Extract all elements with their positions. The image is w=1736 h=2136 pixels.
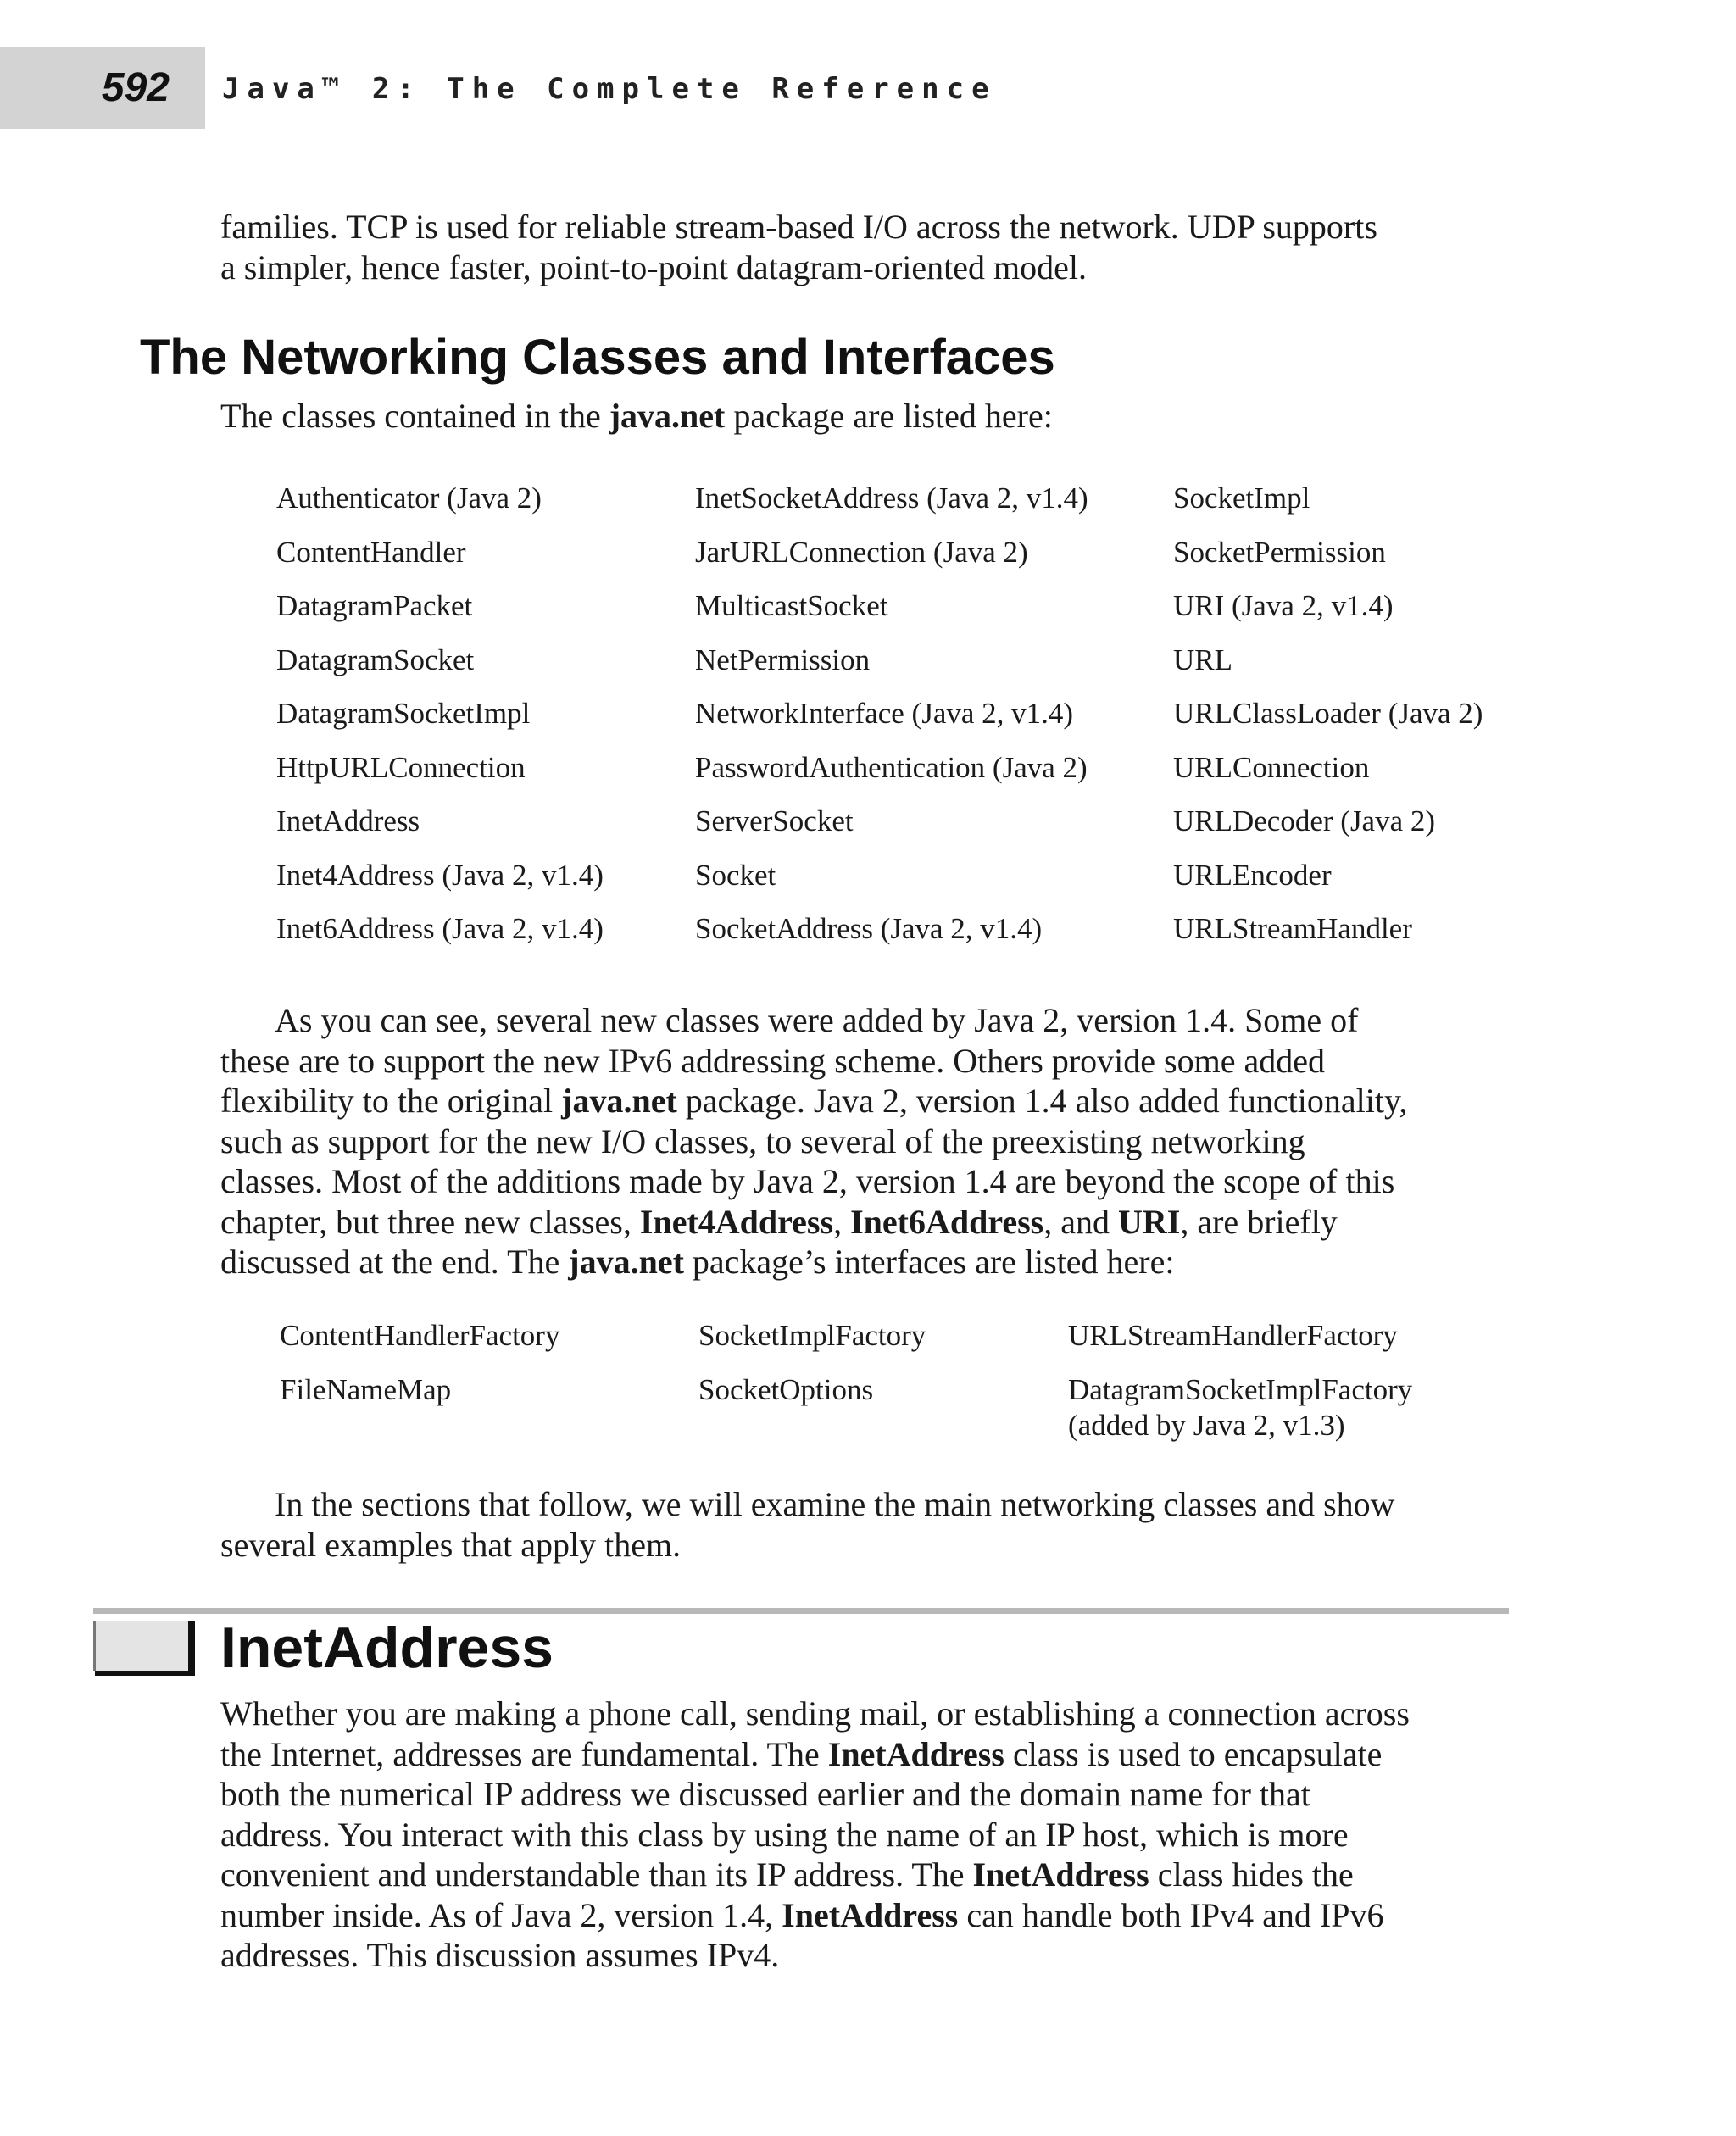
table-row: [280, 1372, 1458, 1443]
table-cell: URLStreamHandler: [1173, 912, 1412, 945]
text-line: both the numerical IP address we discussed earlier and the domain name for that: [220, 1775, 1310, 1813]
classes-table: [276, 481, 1529, 966]
text-line: addresses. This discussion assumes IPv4.: [220, 1936, 780, 1974]
text-line: families. TCP is used for reliable stream-based I/O across the network. UDP supports: [220, 208, 1377, 246]
text-line: [220, 1734, 1526, 1775]
text-run: , and: [1043, 1202, 1119, 1241]
table-cell: URLStreamHandlerFactory: [1068, 1319, 1398, 1352]
intro-paragraph: [220, 207, 1526, 287]
code-term: Inet6Address: [850, 1202, 1044, 1241]
table-cell: HttpURLConnection: [276, 750, 526, 784]
text-line: such as support for the new I/O classes, to several of the preexisting networking: [220, 1121, 1305, 1160]
code-term: java.net: [609, 397, 726, 435]
table-row: [276, 536, 1529, 590]
table-cell: DatagramSocket: [276, 642, 475, 676]
table-row: [276, 859, 1529, 913]
table-cell: DatagramPacket: [276, 589, 473, 622]
section-marker-box: [95, 1621, 195, 1676]
table-cell: SocketAddress (Java 2, v1.4): [695, 912, 1043, 945]
text-line: [220, 396, 1526, 437]
text-line: Whether you are making a phone call, sending mail, or establishing a connection across: [220, 1694, 1410, 1733]
table-cell: SocketImpl: [1173, 481, 1310, 515]
text-line: [220, 1895, 1526, 1936]
table-cell: FileNameMap: [280, 1372, 452, 1406]
code-term: URI: [1118, 1202, 1181, 1241]
table-row: [276, 643, 1529, 698]
text-run: flexibility to the original: [220, 1082, 562, 1120]
code-term: java.net: [568, 1243, 684, 1281]
table-row: [276, 697, 1529, 751]
text-run: class is used to encapsulate: [1004, 1734, 1383, 1773]
table-cell: URL: [1173, 642, 1232, 676]
text-line: [220, 1202, 1526, 1243]
table-cell: PasswordAuthentication (Java 2): [695, 750, 1088, 784]
code-term: InetAddress: [782, 1895, 959, 1934]
table-cell: DatagramSocketImpl: [276, 697, 531, 730]
table-cell: Inet6Address (Java 2, v1.4): [276, 912, 604, 945]
text-line: address. You interact with this class by using the name of an IP host, which is more: [220, 1815, 1349, 1854]
inetaddress-paragraph: [220, 1694, 1526, 1976]
text-run: package’s interfaces are listed here:: [683, 1243, 1175, 1281]
table-row: [276, 912, 1529, 966]
text-line: As you can see, several new classes were added by Java 2, version 1.4. Some of: [275, 1001, 1359, 1039]
text-run: package are listed here:: [725, 397, 1053, 435]
section-heading-inetaddress: InetAddress: [220, 1616, 554, 1680]
table-cell: InetAddress: [276, 804, 420, 837]
table-cell: Inet4Address (Java 2, v1.4): [276, 858, 604, 892]
code-term: java.net: [561, 1082, 677, 1120]
table-cell: URLClassLoader (Java 2): [1173, 697, 1483, 730]
text-line: [220, 1242, 1526, 1282]
table-row: [280, 1318, 1458, 1372]
table-cell: MulticastSocket: [695, 589, 888, 622]
text-run: the Internet, addresses are fundamental. The: [220, 1734, 828, 1773]
table-cell: SocketOptions: [698, 1372, 874, 1406]
text-line: [220, 1081, 1526, 1121]
table-cell: [1068, 1372, 1458, 1443]
text-run: package. Java 2, version 1.4 also added functionality,: [676, 1082, 1408, 1120]
text-run: convenient and understandable than its IP address. The: [220, 1855, 973, 1894]
sections-follow-paragraph: [220, 1484, 1526, 1565]
text-run: , are briefly: [1180, 1202, 1338, 1241]
table-cell-text: DatagramSocketImplFactory: [1068, 1372, 1413, 1406]
table-row: [276, 751, 1529, 805]
text-line: classes. Most of the additions made by Java 2, version 1.4 are beyond the scope of this: [220, 1162, 1395, 1200]
text-run: can handle both IPv4 and IPv6: [958, 1895, 1384, 1934]
table-cell: Authenticator (Java 2): [276, 481, 542, 515]
section-heading-networking: The Networking Classes and Interfaces: [140, 330, 1055, 385]
text-run: The classes contained in the: [220, 397, 609, 435]
text-line: these are to support the new IPv6 addressing scheme. Others provide some added: [220, 1041, 1325, 1080]
table-cell: Socket: [695, 858, 776, 892]
interfaces-table: [280, 1318, 1458, 1443]
table-cell: InetSocketAddress (Java 2, v1.4): [695, 481, 1088, 515]
table-cell: NetPermission: [695, 642, 871, 676]
table-cell: ContentHandlerFactory: [280, 1319, 560, 1352]
text-line: several examples that apply them.: [220, 1525, 682, 1564]
section-divider-rule: [93, 1608, 1509, 1614]
table-cell: URLEncoder: [1173, 858, 1332, 892]
table-cell: ServerSocket: [695, 804, 854, 837]
code-term: Inet4Address: [639, 1202, 834, 1241]
table-row: [276, 804, 1529, 859]
page-number: 592: [101, 65, 170, 110]
text-run: number inside. As of Java 2, version 1.4,: [220, 1895, 782, 1934]
text-line: [220, 1855, 1526, 1895]
table-cell: SocketPermission: [1173, 535, 1386, 569]
running-head-title: Java™ 2: The Complete Reference: [222, 72, 997, 106]
text-line: a simpler, hence faster, point-to-point datagram-oriented model.: [220, 248, 1087, 286]
text-run: ,: [833, 1202, 851, 1241]
table-row: [276, 589, 1529, 643]
text-run: chapter, but three new classes,: [220, 1202, 640, 1241]
new-classes-paragraph: [220, 1000, 1526, 1282]
table-cell: NetworkInterface (Java 2, v1.4): [695, 697, 1074, 730]
table-cell: SocketImplFactory: [698, 1319, 926, 1352]
text-run: discussed at the end. The: [220, 1243, 569, 1281]
text-line: In the sections that follow, we will examine the main networking classes and show: [275, 1485, 1395, 1523]
table-cell: URI (Java 2, v1.4): [1173, 589, 1394, 622]
code-term: InetAddress: [972, 1855, 1149, 1894]
classes-lead-paragraph: [220, 396, 1526, 437]
text-run: class hides the: [1149, 1855, 1354, 1894]
table-cell: ContentHandler: [276, 535, 466, 569]
table-cell: URLConnection: [1173, 750, 1370, 784]
table-cell: URLDecoder (Java 2): [1173, 804, 1436, 837]
table-cell: JarURLConnection (Java 2): [695, 535, 1028, 569]
code-term: InetAddress: [827, 1734, 1004, 1773]
table-row: [276, 481, 1529, 536]
table-cell-note: (added by Java 2, v1.3): [1068, 1408, 1345, 1442]
